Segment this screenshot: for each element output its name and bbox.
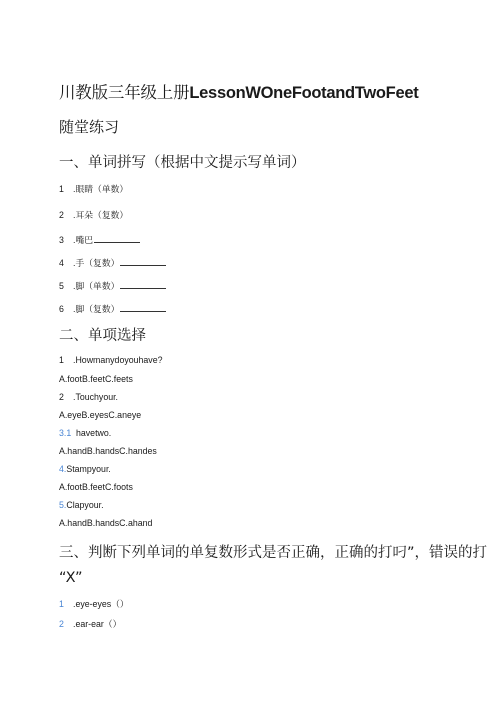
- choice-options-5: A.handB.handsC.ahand: [59, 518, 153, 528]
- question-number: 3.1: [59, 428, 72, 438]
- item-number: 2: [59, 210, 64, 220]
- item-number: 5: [59, 281, 64, 291]
- question-text: havetwo.: [76, 428, 112, 438]
- section-1-heading: 一、单词拼写（根据中文提示写单词）: [59, 155, 306, 171]
- item-text: .脚（单数）: [73, 281, 120, 291]
- judge-item-2: [59, 617, 121, 630]
- spelling-item-4: [59, 256, 166, 269]
- choice-question-1: [59, 355, 163, 365]
- spelling-item-1: [59, 182, 128, 195]
- item-text: .eye-eyes（）: [73, 599, 129, 609]
- answer-blank[interactable]: [120, 258, 166, 266]
- page-title: [59, 79, 418, 103]
- choice-question-5: [59, 500, 104, 510]
- judge-item-1: [59, 597, 129, 610]
- spelling-item-6: [59, 302, 166, 315]
- item-text: .ear-ear（）: [73, 619, 122, 629]
- answer-blank[interactable]: [120, 304, 166, 312]
- question-text: .Howmanydoyouhave?: [73, 355, 163, 365]
- question-number: 2: [59, 392, 64, 402]
- section-3-heading-line-1: 三、判断下列单词的单复数形式是否正确，正确的打叼”，错误的打: [59, 545, 488, 561]
- item-number: 1: [59, 184, 64, 194]
- spelling-item-3: [59, 233, 140, 246]
- section-3-heading-line-2: “X”: [59, 570, 83, 586]
- choice-options-1: A.footB.feetC.feets: [59, 374, 133, 384]
- choice-options-2: A.eyeB.eyesC.aneye: [59, 410, 142, 420]
- choice-question-2: [59, 392, 118, 402]
- item-number: 2: [59, 619, 64, 629]
- choice-question-3: [59, 428, 111, 438]
- choice-question-4: [59, 464, 111, 474]
- answer-blank[interactable]: [94, 235, 140, 243]
- question-number: 5.: [59, 500, 67, 510]
- item-number: 4: [59, 258, 64, 268]
- item-number: 6: [59, 304, 64, 314]
- question-number: 4.: [59, 464, 67, 474]
- answer-blank[interactable]: [120, 281, 166, 289]
- choice-options-3: A.handB.handsC.handes: [59, 446, 157, 456]
- spelling-item-2: [59, 208, 128, 221]
- title-english: LessonWOneFootandTwoFeet: [189, 84, 419, 102]
- spelling-item-5: [59, 279, 166, 292]
- item-text: .耳朵（复数）: [73, 210, 129, 220]
- title-chinese: 川教版三年级上册: [59, 83, 190, 102]
- item-number: 1: [59, 599, 64, 609]
- question-number: 1: [59, 355, 64, 365]
- item-text: .眼睛（单数）: [73, 184, 129, 194]
- question-text: .Touchyour.: [73, 392, 118, 402]
- question-text: Stampyour.: [66, 464, 111, 474]
- question-text: Clapyour.: [66, 500, 104, 510]
- section-2-heading: 二、单项选择: [59, 328, 146, 344]
- section-3-heading: [59, 541, 487, 591]
- page-subtitle: 随堂练习: [59, 118, 120, 136]
- choice-options-4: A.footB.feetC.foots: [59, 482, 133, 492]
- item-text: .手（复数）: [73, 258, 120, 268]
- item-text: .脚（复数）: [73, 304, 120, 314]
- item-text: .嘴巴: [73, 235, 94, 245]
- item-number: 3: [59, 235, 64, 245]
